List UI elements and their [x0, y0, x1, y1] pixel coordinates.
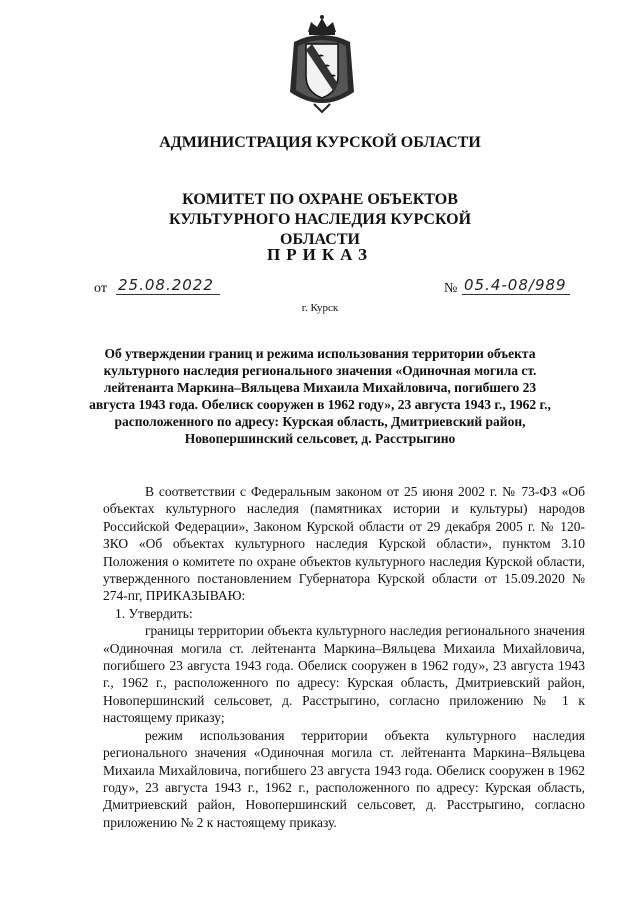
intro-paragraph: В соответствии с Федеральным законом от 25 июня 2002 г. № 73-ФЗ «Об объектах культурного наследия (памятниках истории и культуры) народов Российской Федерации», Законом Курской области от 29 декабря 2005 г. № 120-ЗКО «Об объектах культурного наследия Курской области», пунктом 3.10 Положения о комитете по охране объектов культурного наследия Курской области, утвержденного постановлением Губернатора Курской области от 15.09.2020 № 274-пг, ПРИКАЗЫВАЮ: [103, 484, 585, 604]
administration-heading: АДМИНИСТРАЦИЯ КУРСКОЙ ОБЛАСТИ [159, 134, 481, 151]
number-value: 05.4-08/989 [464, 276, 567, 294]
coat-of-arms-icon [284, 12, 360, 116]
city: г. Курск [301, 302, 339, 314]
item-1-paragraph: границы территории объекта культурного наследия регионального значения «Одиночная могила ст. лейтенанта Маркина–Вяльцева Михаила Михайловича, погибшего 23 августа 1943 года. Обелиск сооружен в 1962 году», 23 августа 1943 г., 1962 г., расположенного по адресу: Курская область, Дмитриевский район, Новопершинский сельсовет, д. Расстрыгино, согласно приложению № 1 к настоящему приказу; [103, 623, 585, 726]
number-label: № [444, 281, 458, 296]
point-1: 1. Утвердить: [115, 605, 193, 621]
committee-heading [0, 190, 640, 250]
number-underline [462, 294, 570, 295]
date-value: 25.08.2022 [118, 276, 214, 294]
item-2-paragraph: режим использования территории объекта культурного наследия регионального значения «Одиночная могила ст. лейтенанта Маркина–Вяльцева Михаила Михайловича, погибшего 23 августа 1943 года. Обелиск сооружен в 1962 году», 23 августа 1943 г., 1962 г., расположенного по адресу: Курская область, Дмитриевский район, Новопершинский сельсовет, д. Расстрыгино, согласно приложению № 2 к настоящему приказу. [103, 727, 585, 830]
document-type: ПРИКАЗ [267, 245, 373, 264]
date-label: от [94, 281, 107, 296]
date-underline [116, 294, 220, 295]
document-title: Об утверждении границ и режима использования территории объекта культурного наследия регионального значения «Одиночная могила ст. лейтенанта Маркина–Вяльцева Михаила Михайловича, погибшего 23 августа 1943 года. Обелиск сооружен в 1962 году», 23 августа 1943 г., 1962 г., расположенного по адресу: Курская область, Дмитриевский район, Новопершинский сельсовет, д. Расстрыгино [89, 346, 551, 446]
committee-heading-line: КОМИТЕТ ПО ОХРАНЕ ОБЪЕКТОВ КУЛЬТУРНОГО НАСЛЕДИЯ КУРСКОЙ ОБЛАСТИ [168, 191, 472, 248]
document-body [103, 483, 585, 831]
